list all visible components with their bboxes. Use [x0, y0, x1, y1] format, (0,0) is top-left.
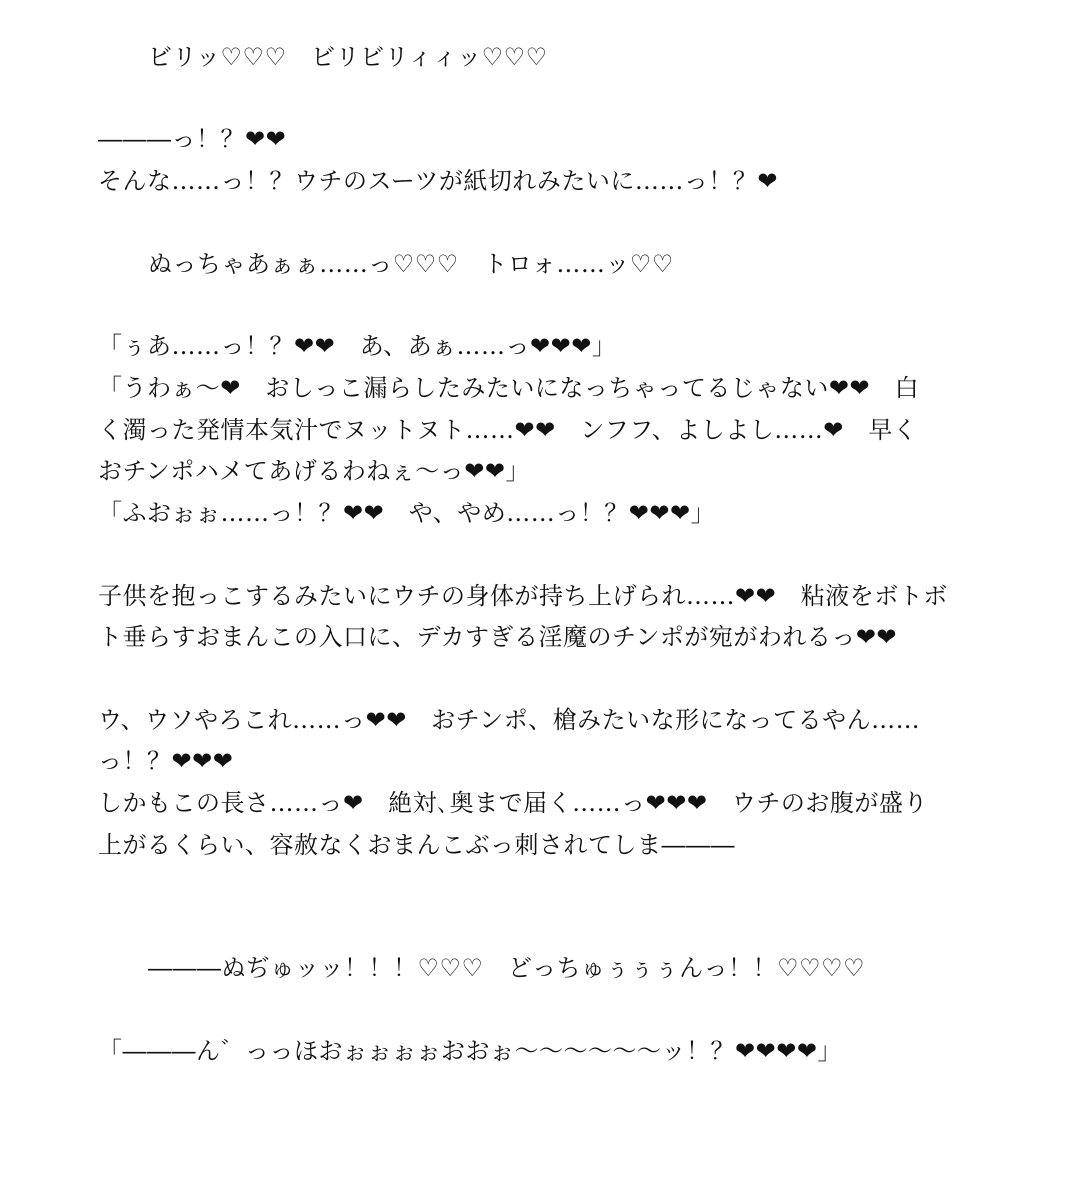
sfx-line-1: ビリッ♡♡♡ ビリビリィィッ♡♡♡ — [148, 43, 548, 71]
text-line-2: ―――っ！？❤❤ — [98, 125, 287, 153]
narration-line-10: 子供を抱っこするみたいにウチの身体が持ち上げられ……❤❤ 粘液をボトボ — [98, 582, 948, 610]
narration-line-14: しかもこの長さ……っ❤ 絶対､奥まで届く……っ❤❤❤ ウチのお腹が盛り — [98, 789, 928, 817]
dialogue-line-5: 「ぅあ……っ！？❤❤ あ、あぁ……っ❤❤❤」 — [98, 332, 617, 360]
sfx-line-16: ―――ぬぢゅッッ！！！♡♡♡ どっちゅぅぅぅんっ！！♡♡♡♡ — [148, 954, 866, 982]
narration-line-13: っ！？❤❤❤ — [98, 747, 234, 775]
narration-line-15: 上がるくらい、容赦なくおまんこぶっ刺されてしま――― — [98, 831, 735, 859]
dialogue-line-17: 「―――ん゛っっほおぉぉぉぉおおぉ～～～～～～ッ！？❤❤❤❤」 — [98, 1037, 842, 1065]
sfx-line-4: ぬっちゃあぁぁ……っ♡♡♡ トロォ……ッ♡♡ — [148, 250, 674, 278]
narration-line-11: ト垂らすおまんこの入口に、デカすぎる淫魔のチンポが宛がわれるっ❤❤ — [98, 623, 898, 651]
dialogue-line-6: 「うわぁ～❤ おしっこ漏らしたみたいになっちゃってるじゃない❤❤ 白 — [98, 374, 920, 402]
dialogue-line-7: く濁った発情本気汁でヌットヌト……❤❤ ンフフ、よしよし……❤ 早く — [98, 416, 918, 444]
dialogue-line-9: 「ふおぉぉ……っ！？❤❤ や、やめ……っ！？❤❤❤」 — [98, 499, 716, 527]
text-line-3: そんな……っ！？ウチのスーツが紙切れみたいに……っ！？❤ — [98, 167, 778, 195]
dialogue-line-8: おチンポハメてあげるわねぇ～っ❤❤」 — [98, 457, 531, 485]
narration-line-12: ウ、ウソやろこれ……っ❤❤ おチンポ、槍みたいな形になってるやん…… — [98, 706, 921, 734]
